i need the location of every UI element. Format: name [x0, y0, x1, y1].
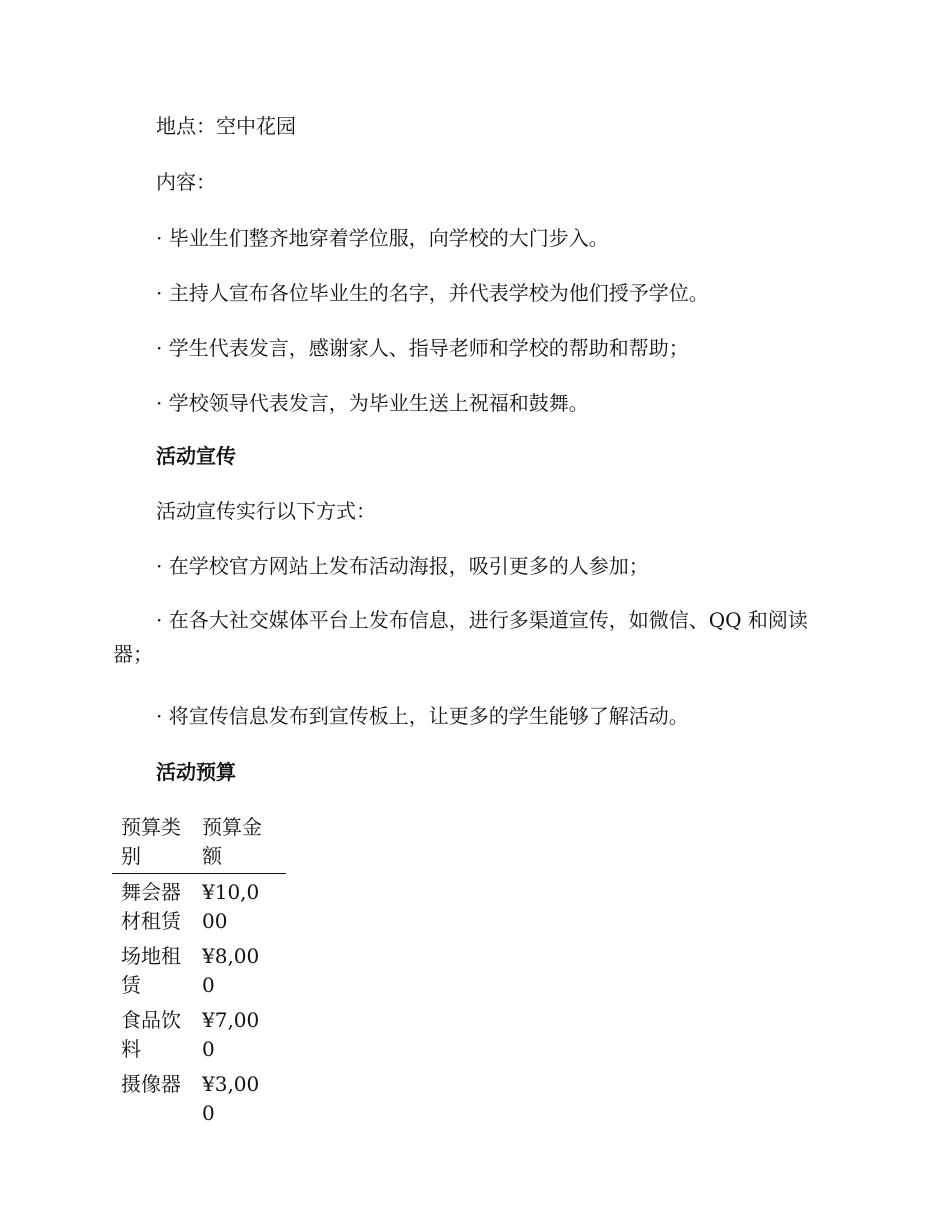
budget-category-cell: 摄像器 [121, 1072, 181, 1096]
column-header-amount: 预算金额 [202, 815, 262, 868]
table-row [112, 874, 286, 939]
content-item-1: · 毕业生们整齐地穿着学位服，向学校的大门步入。 [156, 226, 609, 250]
content-label: 内容： [156, 170, 216, 194]
budget-amount-cell: ¥8,000 [202, 944, 260, 997]
promotion-intro: 活动宣传实行以下方式： [156, 499, 376, 523]
content-item-3: · 学生代表发言，感谢家人、指导老师和学校的帮助和帮助； [156, 336, 689, 360]
budget-category-cell: 食品饮料 [121, 1008, 181, 1061]
promotion-item-1: · 在学校官方网站上发布活动海报，吸引更多的人参加； [156, 554, 649, 578]
budget-table-header-row [112, 813, 286, 874]
content-item-2: · 主持人宣布各位毕业生的名字，并代表学校为他们授予学位。 [156, 281, 709, 305]
budget-heading: 活动预算 [156, 760, 236, 784]
column-header-category: 预算类别 [121, 815, 181, 868]
budget-table [112, 813, 286, 1130]
budget-amount-cell: ¥10,000 [202, 880, 260, 933]
promotion-item-3: · 将宣传信息发布到宣传板上，让更多的学生能够了解活动。 [156, 704, 689, 728]
budget-amount-cell: ¥3,000 [202, 1072, 260, 1125]
promotion-heading: 活动宣传 [156, 444, 236, 468]
table-row [112, 938, 286, 1002]
budget-amount-cell: ¥7,000 [202, 1008, 260, 1061]
table-row [112, 1066, 286, 1130]
table-row [112, 1002, 286, 1066]
budget-category-cell: 场地租赁 [121, 944, 181, 997]
budget-category-cell: 舞会器材租赁 [121, 880, 181, 933]
promotion-item-2: · 在各大社交媒体平台上发布信息，进行多渠道宣传，如微信、QQ 和阅读器； [113, 608, 808, 666]
location-line: 地点：空中花园 [156, 114, 296, 138]
content-item-4: · 学校领导代表发言，为毕业生送上祝福和鼓舞。 [156, 391, 589, 415]
